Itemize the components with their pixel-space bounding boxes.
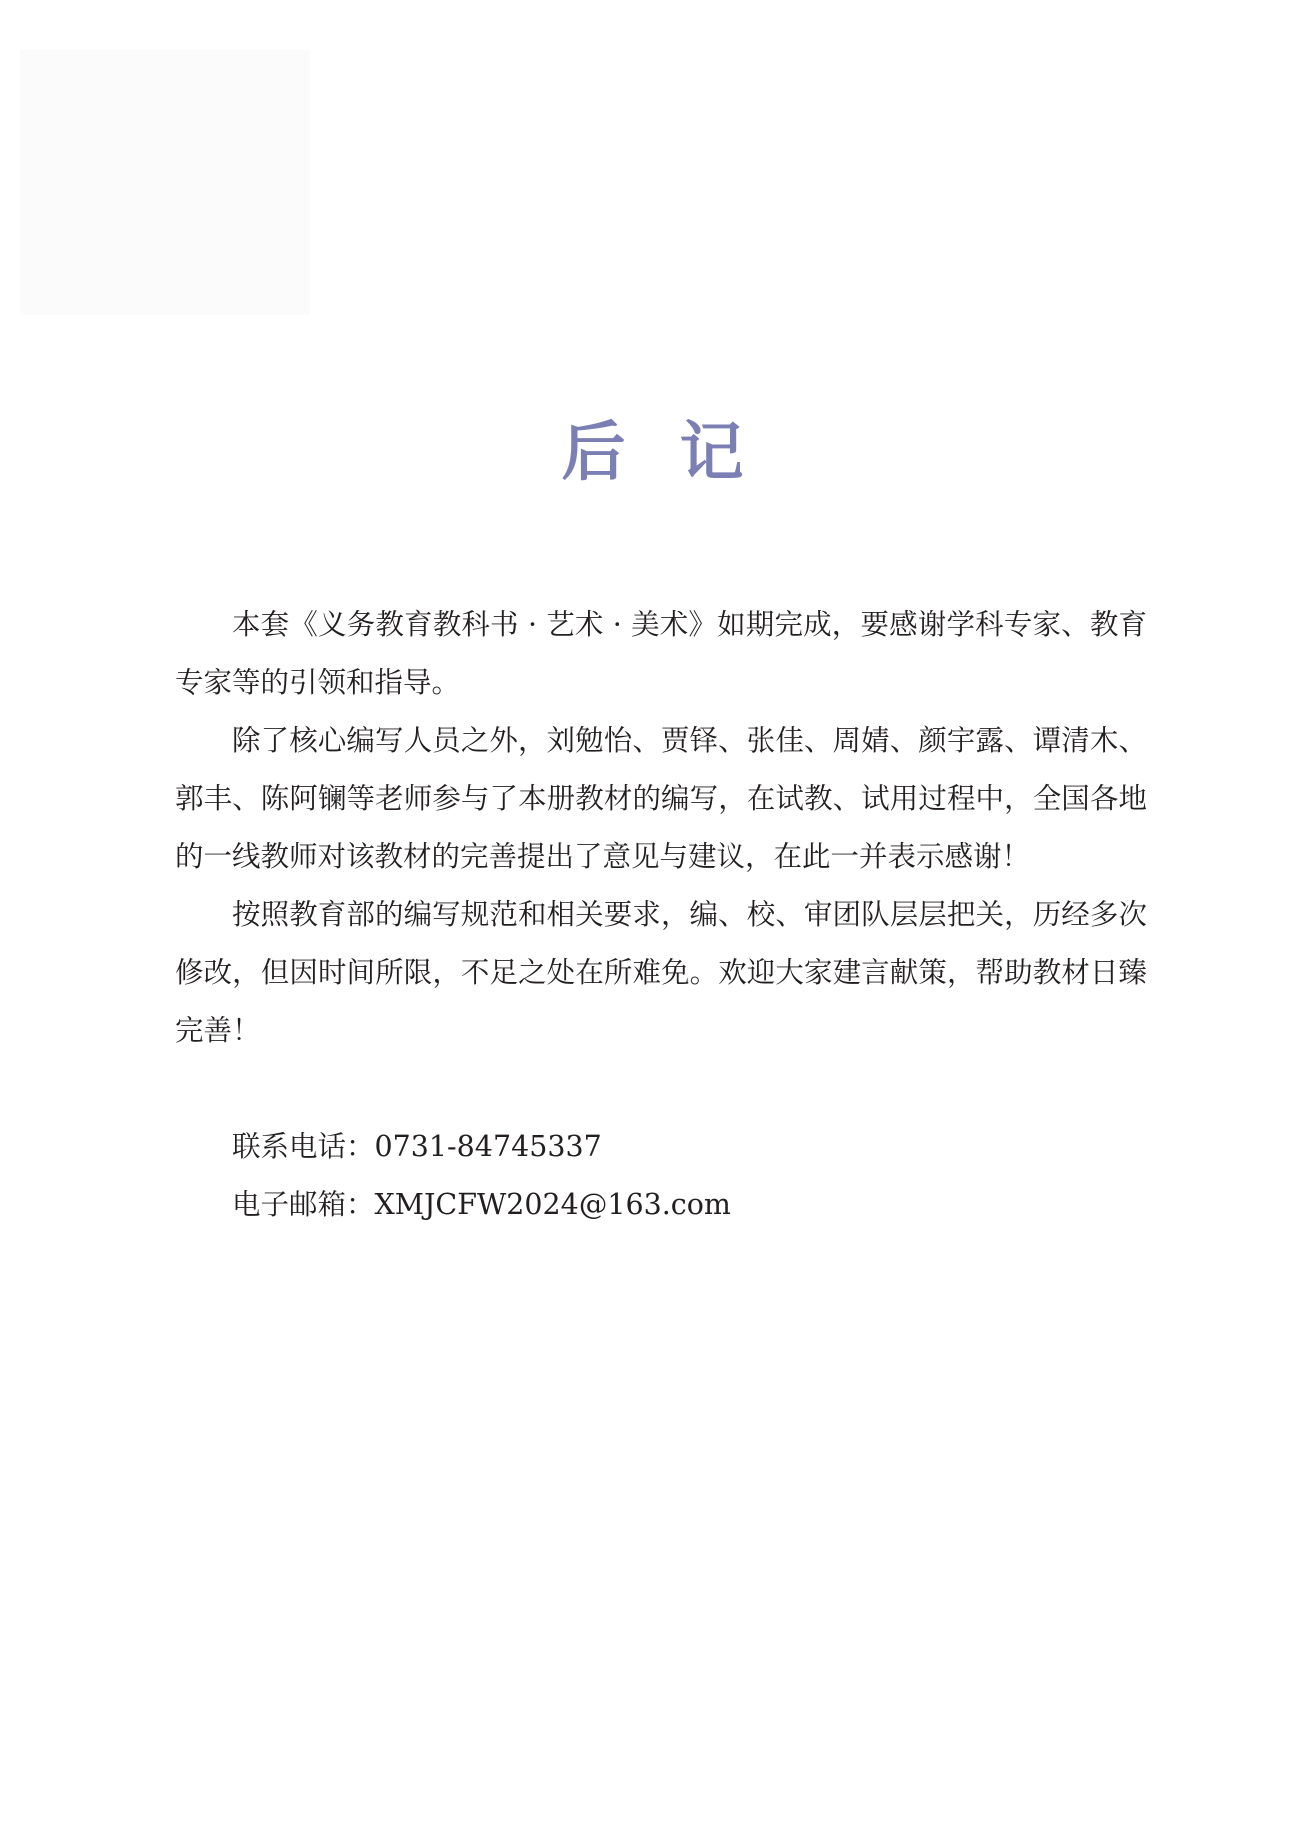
paragraph-acknowledgement-teachers: 除了核心编写人员之外，刘勉怡、贾铎、张佳、周婧、颜宇露、谭清木、郭丰、陈阿镧等老师参与了本册教材的编写，在试教、试用过程中，全国各地的一线教师对该教材的完善提出了意见与建议，在此一并表示感谢！: [175, 724, 1147, 873]
phone-label: 联系电话：: [232, 1130, 375, 1163]
paragraph-acknowledgement-experts: 本套《义务教育教科书 · 艺术 · 美术》如期完成，要感谢学科专家、教育专家等的引领和指导。: [175, 608, 1147, 699]
email-address: XMJCFW2024@163.com: [374, 1188, 731, 1221]
title-char-1: 后: [561, 415, 628, 490]
email-label: 电子邮箱：: [232, 1188, 375, 1221]
afterword-body: [175, 596, 1147, 1060]
contact-phone-row: [232, 1118, 1032, 1176]
contact-info: [232, 1118, 1032, 1234]
paragraph-feedback-request: 按照教育部的编写规范和相关要求，编、校、审团队层层把关，历经多次修改，但因时间所限，不足之处在所难免。欢迎大家建言献策，帮助教材日臻完善！: [175, 898, 1147, 1047]
title-char-2: 记: [679, 415, 746, 490]
contact-email-row: [232, 1176, 1032, 1234]
phone-number: 0731-84745337: [374, 1130, 602, 1163]
corner-watermark: [20, 50, 310, 315]
page-title: [0, 415, 1307, 490]
